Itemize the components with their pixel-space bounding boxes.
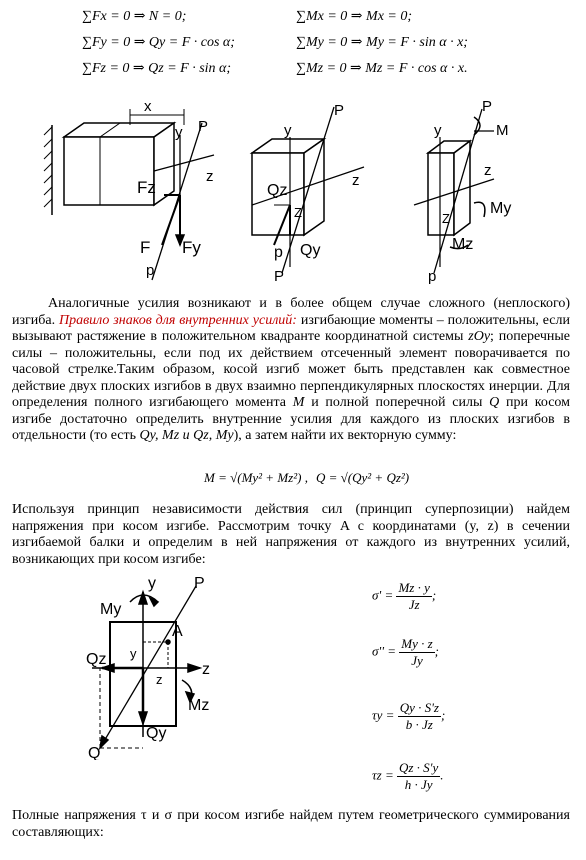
label-Qz: Qz <box>267 182 288 199</box>
label-x: x <box>144 98 152 115</box>
fig2-label-A: A <box>172 623 183 640</box>
fig2-label-zz: z <box>156 672 163 687</box>
formula-total-moment: M = √(My² + Mz²) , <box>204 470 308 485</box>
equation-fy: ∑Fy = 0 ⇒ Qy = F · cos α; <box>82 35 235 50</box>
paragraph-total-stresses: Полные напряжения τ и σ при косом изгибе найдем путем геометрического суммирования составляющих: <box>12 808 570 840</box>
fig2-label-Qz: Qz <box>86 651 107 668</box>
label-P3: P <box>274 268 285 285</box>
label-P: P <box>198 118 209 135</box>
label-Fy: Fy <box>182 238 201 257</box>
fig2-label-P: P <box>194 575 205 592</box>
equation-my: ∑My = 0 ⇒ My = F · sin α · x; <box>296 35 468 50</box>
formula-sigma-prime: σ' = $\frac{Mz \cdot y}{Jz}$ ; <box>372 580 437 612</box>
label-z: z <box>206 168 214 185</box>
label-Fz: Fz <box>137 178 156 197</box>
fig2-label-Qy: Qy <box>146 725 167 742</box>
fig2-label-Q: Q <box>88 745 101 760</box>
label-p: p <box>146 262 155 279</box>
section-stress-figure <box>60 572 240 760</box>
paragraph-superposition: Используя принцип независимости действия сил (принцип суперпозиции) найдем напряжения при косом изгибе. Рассмотрим точку A с координатами (y, z) в сечении изгибаемой балки и определим в ней напряжения от каждого из внутренних усилий, возникающих при косом изгибе: <box>12 502 570 567</box>
equation-mx: ∑Mx = 0 ⇒ Mx = 0; <box>296 9 413 24</box>
label-Z: Z <box>294 205 302 220</box>
fig2-label-Mz: Mz <box>188 697 210 714</box>
paragraph-sign-rules: Аналогичные усилия возникают и в более общем случае сложного (неплоского) изгиба. Правило знаков для внутренних усилий: изгибающие моменты – положительны, если вызывают растяжение в положительном квадранте координатной системы zOy; поперечные силы – положительны, если под их действием отсеченный элемент поворачивается по часовой стрелке.Таким образом, косой изгиб может быть представлен как совместное действие двух плоских изгибов в двух взаимно перпендикулярных плоскостях инерции. Для определения полного изгибающего момента M и полной поперечной силы Q при косом изгибе достаточно определить внутренние усилия для каждого из плоских изгибов в отдельности (то есть Qy, Mz и Qz, My), а затем найти их векторную сумму: <box>12 296 571 443</box>
equation-fx: ∑Fx = 0 ⇒ N = 0; <box>82 9 187 24</box>
fig2-label-yy: y <box>130 646 137 661</box>
label-z3: z <box>484 162 492 179</box>
label-P2: P <box>334 102 345 119</box>
label-F: F <box>140 238 151 257</box>
beam-diagrams-figure <box>34 95 564 290</box>
label-y: y <box>175 124 183 141</box>
formula-total-shear: Q = √(Qy² + Qz²) <box>316 470 410 485</box>
equation-mz: ∑Mz = 0 ⇒ Mz = F · cos α · x. <box>296 61 468 76</box>
sign-rule-heading: Правило знаков для внутренних усилий: <box>58 312 297 328</box>
formula-sigma-double-prime: σ'' = $\frac{My \cdot z}{Jy}$ ; <box>372 636 440 668</box>
fig2-label-My: My <box>100 601 122 618</box>
label-Mz: Mz <box>452 236 474 253</box>
formula-tau-z: τz = $\frac{Qz \cdot S'y}{h \cdot Jy}$ . <box>372 760 444 792</box>
label-y3: y <box>434 122 442 139</box>
fig2-label-z: z <box>202 661 210 678</box>
label-M: M <box>496 122 509 139</box>
label-p3: p <box>428 268 437 285</box>
fig2-label-y: y <box>148 575 156 592</box>
label-My: My <box>490 200 512 217</box>
label-y2: y <box>284 122 292 139</box>
label-Z3: Z <box>442 211 450 226</box>
formula-tau-y: τy = $\frac{Qy \cdot S'z}{b \cdot Jz}$ ; <box>372 700 446 732</box>
label-p2: p <box>274 244 283 261</box>
equation-fz: ∑Fz = 0 ⇒ Qz = F · sin α; <box>82 61 232 76</box>
label-Qy: Qy <box>300 242 321 259</box>
label-P4: P <box>482 98 493 115</box>
label-z2: z <box>352 172 360 189</box>
